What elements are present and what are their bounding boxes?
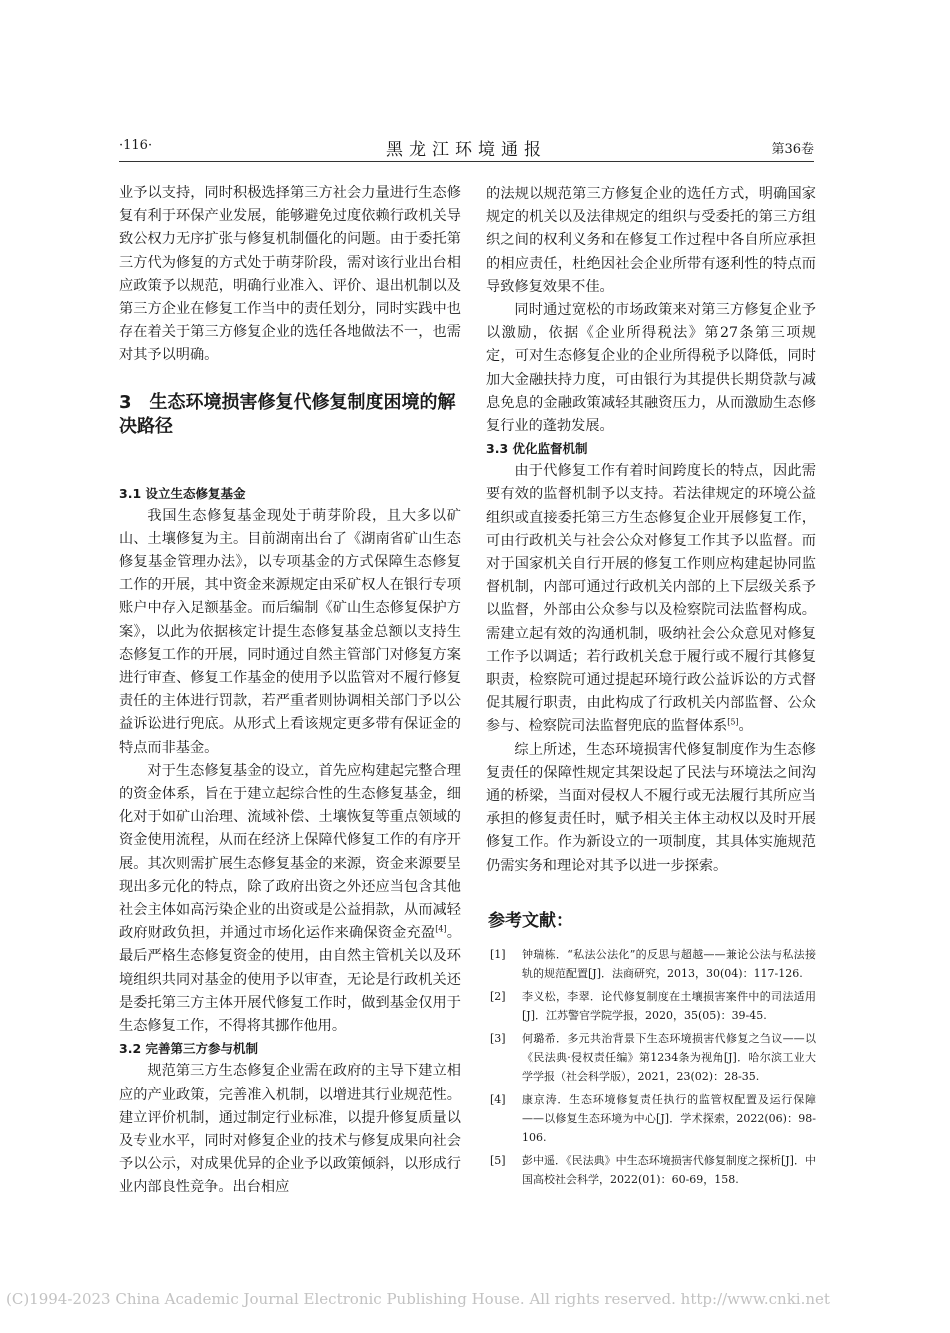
reference-text: 钟瑞栋．“私法公法化”的反思与超越——兼论公法与私法接轨的规范配置[J]．法商研究，2013，30(04)：117-126. xyxy=(522,947,816,980)
reference-text: 康京涛．生态环境修复责任执行的监管权配置及运行保障——以修复生态环境为中心[J]．学术探索，2022(06)：98-106. xyxy=(522,1092,816,1144)
paragraph: 的法规以规范第三方修复企业的选任方式，明确国家规定的机关以及法律规定的组织与受委托的第三方组织之间的权利义务和在修复工作过程中各自所应承担的相应责任，杜绝因社会企业所带有逐利性的特点而导致修复效果不佳。 xyxy=(486,186,816,295)
reference-number: [4] xyxy=(490,1092,506,1106)
volume-label: 第36卷 xyxy=(771,142,814,157)
reference-number: [3] xyxy=(490,1031,506,1045)
subsection-heading-3-2: 3.2 完善第三方参与机制 xyxy=(119,1041,258,1057)
reference-item xyxy=(486,1090,816,1147)
paragraph: 综上所述，生态环境损害代修复制度作为生态修复责任的保障性规定其架设起了民法与环境法之间沟通的桥梁，当面对侵权人不履行或无法履行其所应当承担的修复责任时，赋予相关主体主动权以及时开展修复工作。作为新设立的一项制度，其具体实施规范仍需实务和理论对其予以进一步探索。 xyxy=(486,741,816,874)
citation-4: [4] xyxy=(435,924,447,934)
subsection-heading-3-1: 3.1 设立生态修复基金 xyxy=(119,485,246,501)
paragraph xyxy=(119,760,461,1038)
page-number: ·116· xyxy=(119,138,153,153)
copyright-footer: (C)1994-2023 China Academic Journal Electronic Publishing House. All rights reserved. http://www.cnki.net xyxy=(6,1290,830,1308)
reference-item xyxy=(486,1151,816,1189)
reference-item xyxy=(486,987,816,1025)
paragraph: 同时通过宽松的市场政策来对第三方修复企业予以激励，依据《企业所得税法》第27条第三项规定，可对生态修复企业的企业所得税予以降低，同时加大金融扶持力度，可由银行为其提供长期贷款与减息免息的金融政策减轻其融资压力，从而激励生态修复行业的蓬勃发展。 xyxy=(486,302,816,435)
reference-number: [1] xyxy=(490,947,506,961)
paragraph-text: 由于代修复工作有着时间跨度长的特点，因此需要有效的监督机制予以支持。若法律规定的环境公益组织或直接委托第三方生态修复企业开展修复工作，可由行政机关与社会公众对修复工作其予以监督。而对于国家机关自行开展的修复工作则应构建起协同监督机制，内部可通过行政机关内部的上下层级关系予以监督，外部由公众参与以及检察院司法监督构成。需建立起有效的沟通机制，吸纳社会公众意见对修复工作予以调适；若行政机关怠于履行或不履行其修复职责，检察院可通过提起环境行政公益诉讼的方式督促其履行职责，由此构成了行政机关内部监督、公众参与、检察院司法监督兜底的监督体系 xyxy=(486,463,816,735)
section-heading-3: 3 生态环境损害修复代修复制度困境的解决路径 xyxy=(119,391,456,437)
paragraph-text: 对于生态修复基金的设立，首先应构建起完整合理的资金体系，旨在于建立起综合性的生态修复基金，细化对于如矿山治理、流域补偿、土壤恢复等重点领域的资金使用流程，从而在经济上保障代修复工作的有序开展。其次则需扩展生态修复基金的来源，资金来源要呈现出多元化的特点，除了政府出资之外还应当包含其他社会主体如高污染企业的出资或是公益捐款，从而减轻政府财政负担，并通过市场化运作来确保资金充盈 xyxy=(119,762,461,942)
header-rule xyxy=(119,161,814,162)
reference-number: [2] xyxy=(490,989,506,1003)
paragraph-text: 。最后严格生态修复资金的使用，由自然主管机关以及环境组织共同对基金的使用予以审查，无论是行政机关还是委托第三方主体开展代修复工作时，做到基金仅用于生态修复工作，不得将其挪作他用。 xyxy=(119,925,461,1035)
journal-title: 黑龙江环境通报 xyxy=(386,140,547,160)
paragraph: 我国生态修复基金现处于萌芽阶段，且大多以矿山、土壤修复为主。目前湖南出台了《湖南省矿山生态修复基金管理办法》，以专项基金的方式保障生态修复工作的开展，其中资金来源规定由采矿权人在银行专项账户中存入足额基金。而后编制《矿山生态修复保护方案》，以此为依据核定计提生态修复基金总额以支持生态修复工作的开展，同时通过自然主管部门对修复方案进行审查、修复工作基金的使用予以监管对不履行修复责任的主体进行罚款，若严重者则协调相关部门予以公益诉讼进行兜底。从形式上看该规定更多带有保证金的特点而非基金。 xyxy=(119,507,461,756)
running-header xyxy=(119,134,814,158)
subsection-heading-3-3: 3.3 优化监督机制 xyxy=(486,441,588,457)
paragraph: 规范第三方生态修复企业需在政府的主导下建立相应的产业政策，完善准入机制，以增进其行业规范性。建立评价机制，通过制定行业标准，以提升修复质量以及专业水平，同时对修复企业的技术与修复成果向社会予以公示，对成果优异的企业予以政策倾斜，以形成行业内部良性竞争。出台相应 xyxy=(119,1063,461,1196)
left-column xyxy=(119,182,461,1200)
reference-item xyxy=(486,945,816,983)
reference-number: [5] xyxy=(490,1153,506,1167)
reference-text: 何璐希．多元共治背景下生态环境损害代修复之刍议——以《民法典·侵权责任编》第1234条为视角[J]．哈尔滨工业大学学报（社会科学版），2021，23(02)：28-35. xyxy=(522,1031,816,1083)
reference-text: 李义松，李翠．论代修复制度在土壤损害案件中的司法适用[J]．江苏警官学院学报，2020，35(05)：39-45. xyxy=(522,989,816,1022)
reference-item xyxy=(486,1029,816,1086)
paragraph xyxy=(486,460,816,738)
paragraph: 业予以支持，同时积极选择第三方社会力量进行生态修复有利于环保产业发展，能够避免过度依赖行政机关导致公权力无序扩张与修复机制僵化的问题。由于委托第三方代为修复的方式处于萌芽阶段，需对该行业出台相应政策予以规范，明确行业准入、评价、退出机制以及第三方企业在修复工作当中的责任划分，同时实践中也存在着关于第三方修复企业的选任各地做法不一，也需对其予以明确。 xyxy=(119,185,461,364)
right-column xyxy=(486,183,816,1193)
reference-text: 彭中遥．《民法典》中生态环境损害代修复制度之探析[J]．中国高校社会科学，2022(01)：60-69，158. xyxy=(522,1153,816,1186)
citation-5: [5] xyxy=(727,717,739,727)
paragraph-text: 。 xyxy=(738,718,753,735)
references-heading: 参考文献： xyxy=(488,910,573,931)
